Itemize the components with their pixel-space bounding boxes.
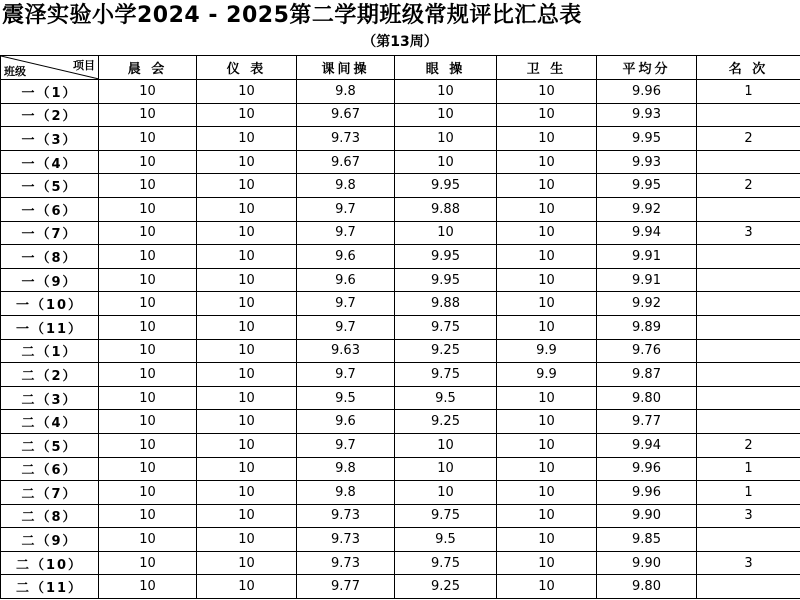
average-cell: 9.77 (597, 410, 697, 434)
hygiene-cell: 10 (497, 481, 597, 505)
rank-cell: 2 (697, 174, 800, 198)
morning-meeting-cell: 10 (99, 292, 197, 316)
break-exercise-cell: 9.6 (297, 410, 395, 434)
rank-cell: 1 (697, 481, 800, 505)
morning-meeting-cell: 10 (99, 457, 197, 481)
appearance-cell: 10 (197, 504, 297, 528)
hygiene-cell: 10 (497, 221, 597, 245)
class-name-cell: 一（2） (1, 103, 99, 127)
eye-exercise-cell: 9.25 (395, 339, 497, 363)
class-name-cell: 一（5） (1, 174, 99, 198)
corner-class-label: 班级 (4, 65, 26, 78)
eye-exercise-cell: 9.5 (395, 528, 497, 552)
appearance-cell: 10 (197, 292, 297, 316)
corner-item-label: 项目 (73, 59, 95, 72)
eye-exercise-cell: 10 (395, 221, 497, 245)
break-exercise-cell: 9.7 (297, 315, 395, 339)
hygiene-cell: 10 (497, 575, 597, 599)
table-row (1, 481, 800, 505)
table-row (1, 197, 800, 221)
hygiene-cell: 10 (497, 292, 597, 316)
morning-meeting-cell: 10 (99, 245, 197, 269)
eye-exercise-cell: 9.5 (395, 386, 497, 410)
average-cell: 9.96 (597, 80, 697, 104)
class-name-cell: 一（4） (1, 150, 99, 174)
rank-cell (697, 339, 800, 363)
class-name-cell: 二（9） (1, 528, 99, 552)
appearance-cell: 10 (197, 315, 297, 339)
table-row (1, 410, 800, 434)
rank-cell: 3 (697, 504, 800, 528)
table-row (1, 433, 800, 457)
break-exercise-cell: 9.7 (297, 292, 395, 316)
appearance-cell: 10 (197, 197, 297, 221)
table-row (1, 315, 800, 339)
hygiene-cell: 10 (497, 103, 597, 127)
class-name-cell: 二（10） (1, 551, 99, 575)
break-exercise-cell: 9.6 (297, 268, 395, 292)
average-cell: 9.87 (597, 363, 697, 387)
class-name-cell: 一（11） (1, 315, 99, 339)
corner-header-cell (1, 56, 99, 80)
appearance-cell: 10 (197, 174, 297, 198)
eye-exercise-cell: 9.95 (395, 174, 497, 198)
class-name-cell: 一（9） (1, 268, 99, 292)
hygiene-cell: 10 (497, 174, 597, 198)
table-row (1, 221, 800, 245)
header-row (1, 56, 800, 80)
rank-cell: 2 (697, 433, 800, 457)
eye-exercise-cell: 9.75 (395, 363, 497, 387)
average-cell: 9.90 (597, 504, 697, 528)
appearance-cell: 10 (197, 80, 297, 104)
average-cell: 9.95 (597, 174, 697, 198)
morning-meeting-cell: 10 (99, 268, 197, 292)
break-exercise-cell: 9.8 (297, 174, 395, 198)
morning-meeting-cell: 10 (99, 551, 197, 575)
class-name-cell: 一（7） (1, 221, 99, 245)
rank-cell (697, 292, 800, 316)
break-exercise-cell: 9.7 (297, 197, 395, 221)
eye-exercise-cell: 10 (395, 80, 497, 104)
eye-exercise-cell: 10 (395, 457, 497, 481)
rank-cell (697, 103, 800, 127)
appearance-cell: 10 (197, 245, 297, 269)
morning-meeting-cell: 10 (99, 363, 197, 387)
eye-exercise-cell: 9.75 (395, 504, 497, 528)
average-cell: 9.93 (597, 103, 697, 127)
hygiene-cell: 10 (497, 197, 597, 221)
eye-exercise-cell: 10 (395, 127, 497, 151)
rank-cell (697, 197, 800, 221)
class-name-cell: 二（11） (1, 575, 99, 599)
table-row (1, 528, 800, 552)
class-name-cell: 一（6） (1, 197, 99, 221)
hygiene-cell: 10 (497, 150, 597, 174)
eye-exercise-cell: 9.25 (395, 575, 497, 599)
rank-cell: 2 (697, 127, 800, 151)
table-row (1, 150, 800, 174)
table-row (1, 245, 800, 269)
class-name-cell: 二（4） (1, 410, 99, 434)
table-row (1, 386, 800, 410)
class-name-cell: 一（3） (1, 127, 99, 151)
break-exercise-cell: 9.73 (297, 551, 395, 575)
class-name-cell: 二（3） (1, 386, 99, 410)
average-cell: 9.80 (597, 386, 697, 410)
appearance-cell: 10 (197, 150, 297, 174)
average-cell: 9.92 (597, 197, 697, 221)
break-exercise-cell: 9.7 (297, 363, 395, 387)
column-header-eye-exercise: 眼 操 (395, 56, 497, 80)
hygiene-cell: 10 (497, 386, 597, 410)
appearance-cell: 10 (197, 457, 297, 481)
appearance-cell: 10 (197, 127, 297, 151)
appearance-cell: 10 (197, 481, 297, 505)
hygiene-cell: 10 (497, 315, 597, 339)
eye-exercise-cell: 9.95 (395, 245, 497, 269)
average-cell: 9.76 (597, 339, 697, 363)
morning-meeting-cell: 10 (99, 528, 197, 552)
morning-meeting-cell: 10 (99, 174, 197, 198)
class-name-cell: 二（2） (1, 363, 99, 387)
rank-cell (697, 528, 800, 552)
morning-meeting-cell: 10 (99, 410, 197, 434)
appearance-cell: 10 (197, 221, 297, 245)
hygiene-cell: 9.9 (497, 363, 597, 387)
morning-meeting-cell: 10 (99, 150, 197, 174)
hygiene-cell: 10 (497, 127, 597, 151)
average-cell: 9.90 (597, 551, 697, 575)
appearance-cell: 10 (197, 433, 297, 457)
morning-meeting-cell: 10 (99, 103, 197, 127)
appearance-cell: 10 (197, 410, 297, 434)
hygiene-cell: 10 (497, 245, 597, 269)
break-exercise-cell: 9.5 (297, 386, 395, 410)
morning-meeting-cell: 10 (99, 80, 197, 104)
appearance-cell: 10 (197, 528, 297, 552)
summary-table (0, 55, 800, 599)
average-cell: 9.91 (597, 245, 697, 269)
hygiene-cell: 10 (497, 268, 597, 292)
rank-cell (697, 386, 800, 410)
break-exercise-cell: 9.67 (297, 103, 395, 127)
average-cell: 9.94 (597, 433, 697, 457)
morning-meeting-cell: 10 (99, 197, 197, 221)
table-row (1, 575, 800, 599)
appearance-cell: 10 (197, 575, 297, 599)
break-exercise-cell: 9.67 (297, 150, 395, 174)
eye-exercise-cell: 10 (395, 103, 497, 127)
class-name-cell: 二（1） (1, 339, 99, 363)
break-exercise-cell: 9.6 (297, 245, 395, 269)
morning-meeting-cell: 10 (99, 481, 197, 505)
hygiene-cell: 9.9 (497, 339, 597, 363)
eye-exercise-cell: 9.75 (395, 551, 497, 575)
average-cell: 9.80 (597, 575, 697, 599)
appearance-cell: 10 (197, 386, 297, 410)
table-row (1, 339, 800, 363)
column-header-morning-meeting: 晨 会 (99, 56, 197, 80)
hygiene-cell: 10 (497, 433, 597, 457)
class-name-cell: 一（1） (1, 80, 99, 104)
hygiene-cell: 10 (497, 504, 597, 528)
rank-cell (697, 315, 800, 339)
morning-meeting-cell: 10 (99, 433, 197, 457)
column-header-hygiene: 卫 生 (497, 56, 597, 80)
table-row (1, 268, 800, 292)
morning-meeting-cell: 10 (99, 221, 197, 245)
hygiene-cell: 10 (497, 457, 597, 481)
table-row (1, 551, 800, 575)
rank-cell: 1 (697, 457, 800, 481)
hygiene-cell: 10 (497, 528, 597, 552)
rank-cell (697, 363, 800, 387)
table-row (1, 103, 800, 127)
eye-exercise-cell: 9.25 (395, 410, 497, 434)
eye-exercise-cell: 9.95 (395, 268, 497, 292)
table-body (1, 80, 800, 599)
break-exercise-cell: 9.8 (297, 457, 395, 481)
break-exercise-cell: 9.73 (297, 127, 395, 151)
break-exercise-cell: 9.73 (297, 504, 395, 528)
column-header-break-exercise: 课间操 (297, 56, 395, 80)
class-name-cell: 二（5） (1, 433, 99, 457)
eye-exercise-cell: 9.75 (395, 315, 497, 339)
rank-cell (697, 410, 800, 434)
rank-cell: 3 (697, 221, 800, 245)
page-title: 震泽实验小学2024 - 2025第二学期班级常规评比汇总表 (2, 3, 582, 28)
average-cell: 9.95 (597, 127, 697, 151)
average-cell: 9.91 (597, 268, 697, 292)
rank-cell (697, 575, 800, 599)
morning-meeting-cell: 10 (99, 504, 197, 528)
column-header-appearance: 仪 表 (197, 56, 297, 80)
rank-cell (697, 268, 800, 292)
table-row (1, 174, 800, 198)
table-row (1, 457, 800, 481)
break-exercise-cell: 9.7 (297, 221, 395, 245)
column-header-average: 平均分 (597, 56, 697, 80)
appearance-cell: 10 (197, 363, 297, 387)
break-exercise-cell: 9.8 (297, 481, 395, 505)
morning-meeting-cell: 10 (99, 386, 197, 410)
rank-cell: 3 (697, 551, 800, 575)
break-exercise-cell: 9.8 (297, 80, 395, 104)
rank-cell: 1 (697, 80, 800, 104)
morning-meeting-cell: 10 (99, 339, 197, 363)
average-cell: 9.94 (597, 221, 697, 245)
week-subtitle: （第13周） (362, 34, 438, 50)
column-header-rank: 名 次 (697, 56, 800, 80)
table-row (1, 363, 800, 387)
average-cell: 9.85 (597, 528, 697, 552)
appearance-cell: 10 (197, 339, 297, 363)
table-row (1, 292, 800, 316)
morning-meeting-cell: 10 (99, 127, 197, 151)
break-exercise-cell: 9.63 (297, 339, 395, 363)
table-row (1, 127, 800, 151)
rank-cell (697, 245, 800, 269)
appearance-cell: 10 (197, 268, 297, 292)
hygiene-cell: 10 (497, 80, 597, 104)
average-cell: 9.92 (597, 292, 697, 316)
break-exercise-cell: 9.77 (297, 575, 395, 599)
morning-meeting-cell: 10 (99, 315, 197, 339)
hygiene-cell: 10 (497, 410, 597, 434)
average-cell: 9.96 (597, 457, 697, 481)
class-name-cell: 二（6） (1, 457, 99, 481)
eye-exercise-cell: 9.88 (395, 197, 497, 221)
break-exercise-cell: 9.73 (297, 528, 395, 552)
eye-exercise-cell: 10 (395, 433, 497, 457)
class-name-cell: 二（8） (1, 504, 99, 528)
rank-cell (697, 150, 800, 174)
eye-exercise-cell: 9.88 (395, 292, 497, 316)
class-name-cell: 二（7） (1, 481, 99, 505)
break-exercise-cell: 9.7 (297, 433, 395, 457)
class-name-cell: 一（10） (1, 292, 99, 316)
appearance-cell: 10 (197, 103, 297, 127)
average-cell: 9.89 (597, 315, 697, 339)
class-name-cell: 一（8） (1, 245, 99, 269)
average-cell: 9.93 (597, 150, 697, 174)
table-row (1, 80, 800, 104)
table-row (1, 504, 800, 528)
appearance-cell: 10 (197, 551, 297, 575)
hygiene-cell: 10 (497, 551, 597, 575)
eye-exercise-cell: 10 (395, 481, 497, 505)
morning-meeting-cell: 10 (99, 575, 197, 599)
eye-exercise-cell: 10 (395, 150, 497, 174)
average-cell: 9.96 (597, 481, 697, 505)
